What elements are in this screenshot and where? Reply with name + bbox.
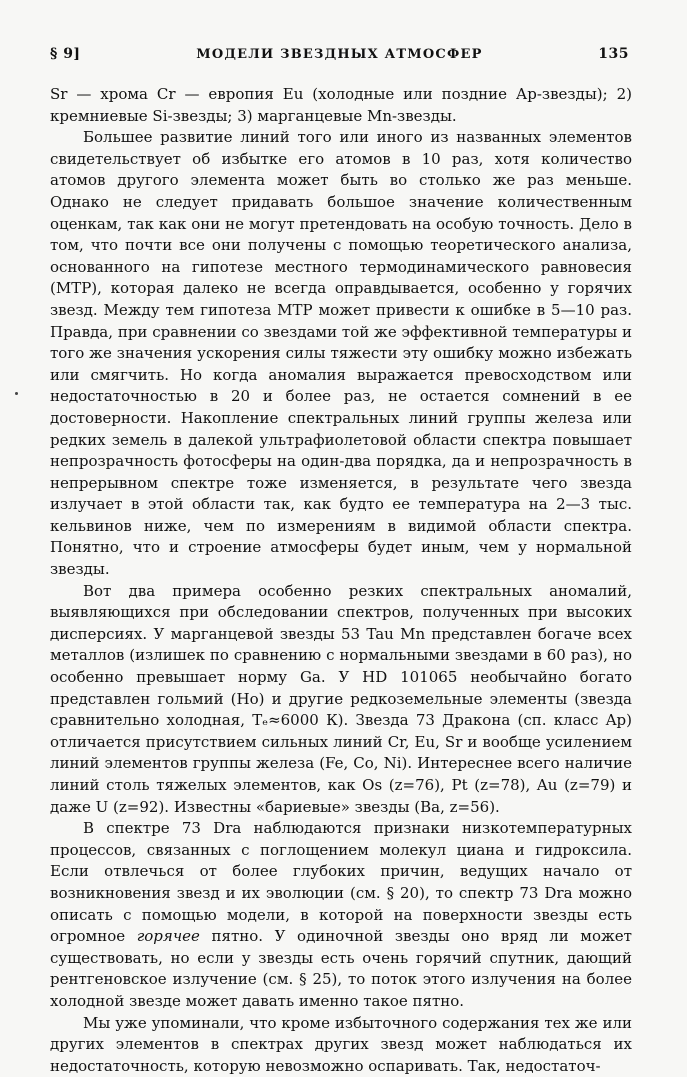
section-marker: § 9] bbox=[50, 46, 81, 62]
paragraph-2: Большее развитие линий того или иного из названных элементов свидетельствует об избытке его атомов в 10 раз, хотя количество атомов другого элемента может быть во столько же раз меньше. Однако не следует придавать большое значение количественным оценкам, так как они не могут претендовать на особую точность. Дело в том, что почти все они получены с помощью теоретического анализа, основанного на гипотезе местного термодинамического равновесия (МТР), которая далеко не всегда оправдывается, особенно у горячих звезд. Между тем гипотеза МТР может привести к ошибке в 5—10 раз. Правда, при сравнении со звездами той же эффективной температуры и того же значения ускорения силы тяжести эту ошибку можно избежать или смягчить. Но когда аномалия выражается превосходством или недостаточностью в 20 и более раз, не остается сомнений в ее достоверности. Накопление спектральных линий группы железа или редких земель в далекой ультрафиолетовой области спектра повышает непрозрачность фотосферы на один-два порядка, да и непрозрачность в непрерывном спектре тоже изменяется, в результате чего звезда излучает в этой области так, как будто ее температура на 2—3 тыс. кельвинов ниже, чем по измерениям в видимой области спектра. Понятно, что и строение атмосферы будет иным, чем у нормальной звезды. bbox=[50, 128, 632, 579]
paragraph-3: Вот два примера особенно резких спектральных аномалий, выявляющихся при обследовании спектров, полученных при высоких дисперсиях. У марганцевой звезды 53 Tau Mn представлен богаче всех металлов (излишек по сравнению с нормальными звездами в 60 раз), но особенно превышает норму Ga. У HD 101065 необычайно богато представлен гольмий (Ho) и другие редкоземельные элементы (звезда сравнительно холодная, Tₑ≈6000 К). Звезда 73 Дракона (сп. класс Ap) отличается присутствием сильных линий Cr, Eu, Sr и вообще усилением линий элементов группы железа (Fe, Co, Ni). Интереснее всего наличие линий столь тяжелых элементов, как Os (z=76), Pt (z=78), Au (z=79) и даже U (z=92). Известны «бариевые» звезды (Ba, z=56). bbox=[50, 581, 632, 816]
paragraph-4 bbox=[50, 818, 632, 1012]
body-text bbox=[50, 84, 632, 1077]
running-header bbox=[50, 46, 629, 68]
italic-emphasis: горячее bbox=[136, 927, 200, 946]
margin-speck bbox=[15, 392, 18, 395]
paragraph-4-part-2: пятно. У одиночной звезды оно вряд ли может существовать, но если у звезды есть очень горячий спутник, дающий рентгеновское излучение (см. § 25), то поток этого излучения на более холодной звезде может давать именно такое пятно. bbox=[50, 927, 632, 1010]
paragraph-4-part-1: В спектре 73 Dra наблюдаются признаки низкотемпературных процессов, связанных с поглощением молекул циана и гидроксила. Если отвлечься от более глубоких причин, ведущих начало от возникновения звезд и их эволюции (см. § 20), то спектр 73 Dra можно описать с помощью модели, в которой на поверхности звезды есть огромное bbox=[50, 819, 632, 946]
paragraph-1: Sr — хрома Cr — европия Eu (холодные или поздние Ар-звезды); 2) кремниевые Si-звезды; 3) марганцевые Mn-звезды. bbox=[50, 85, 632, 125]
paragraph-5: Мы уже упоминали, что кроме избыточного содержания тех же или других элементов в спектрах других звезд может наблюдаться их недостаточность, которую невозможно оспаривать. Так, недостаточ- bbox=[50, 1013, 632, 1075]
running-title: МОДЕЛИ ЗВЕЗДНЫХ АТМОСФЕР bbox=[196, 47, 483, 62]
page-number: 135 bbox=[598, 46, 629, 62]
